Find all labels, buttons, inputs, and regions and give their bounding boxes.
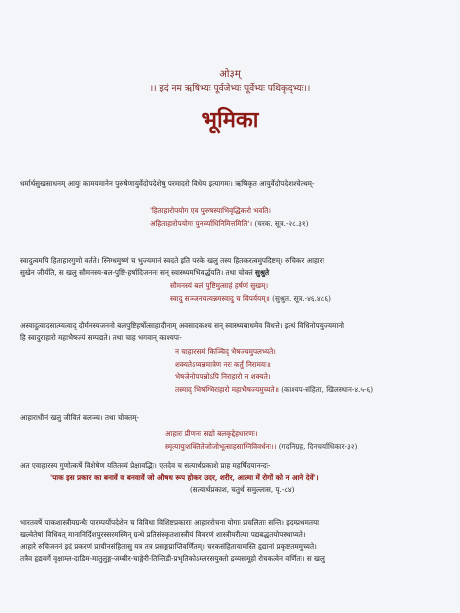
citation: (गदनिग्रह, दिनचर्याधिकार-३२): [278, 441, 358, 451]
om-symbol: ओ३म्: [219, 69, 241, 80]
invocation-line: ।। इदं नम ऋषिभ्यः पूर्वजेभ्यः पूर्वेभ्यः पथिकृद्भ्यः।।: [149, 84, 311, 94]
verse-line: आहारः प्रीणनः सद्यो बलकृद्देहधारणः।: [165, 429, 258, 438]
paragraph-2: [20, 255, 450, 279]
paragraph-line: आहाराधीनं खलु जीवितं बलञ्च। तथा चोक्तम्-: [20, 413, 139, 422]
citation: (चरक. सूत्र.-२८.३१): [254, 218, 309, 228]
citation: (सुश्रुत. सूत्र.-४६.४८६): [272, 293, 331, 303]
paragraph-5: [20, 460, 450, 496]
verse-line: स्वादु सञ्जनयत्यन्नमस्वादु च विपर्ययम्॥: [170, 293, 270, 303]
paragraph-line: तत्रैव हृद्यवर्गे वृक्षाम्ल-दाडिम-मातुलुङ्ग-जम्बीर-चाङ्गेरी-तिन्तिडी-प्रभृतिकोऽम्लरसयुक्तो द्रव्यसमूहो रोचकत्वेन वर्णितः। स खलु: [20, 554, 325, 563]
paragraph-line: खल्वेतेषां विधिवत् मानानिर्दिशपुरस्सरमस्मिन् ग्रन्थे प्रतिसंस्कृतशास्त्रीयं विवरणं शास्त्रीयरीत्या पद्यबद्धतयोपस्थाप्यते।: [20, 530, 306, 539]
verse-line: अहिताहारोपयोगः पुनर्व्याधिनिमित्तमिति'।: [150, 218, 253, 228]
verse-3: [175, 346, 373, 396]
paragraph-line: हि स्वादुराहारो महाभैषज्यं सम्पद्यते। तथा चाह भगवान् काश्यपः-: [20, 333, 182, 342]
verse-line: भेषजेनोपपन्नोऽपि निराहारो न शक्यते।: [175, 372, 271, 381]
verse-line: 'हिताहारोपयोग एव पुरुषस्याभिवृद्धिकरो भवति।: [150, 206, 272, 215]
paragraph-line: धर्मार्थसुखसाधनम् आयुः कामयमानेन पुरुषेणायुर्वेदोपदेशेषु परमादरो विधेय इत्यागमः। ऋषिकृत आयुर्वेदोपदेशश्चेत्थम्-: [20, 179, 315, 188]
hindi-quote: 'पाक इस प्रकार का बनावें व बनवावें जो औषध रूप होकर उदर, शरीर, आत्मा में रोगों को न आने देवें'।: [50, 473, 319, 482]
paragraph-6: [20, 517, 450, 565]
verse-line: शक्यतेऽप्यन्नमात्रेण नरः कर्तुं निरामयः॥: [175, 359, 271, 369]
paragraph-line: स्वादुत्वमपि हिताहारगुणो वर्तते। स्निग्धमुष्णं च भुज्यमानं स्वदते इति परके खलु तस्य हितकरत्वमुपदिष्टम्। रुचिकर आहारः: [20, 256, 325, 265]
paragraph-line: भारतवर्षे पाकशास्त्रीयग्रन्थैः पारम्पर्योपदेशेन च विविधा विशिष्टप्रकाराः आहाररोचना योगाः प्रचलिताः सन्ति। इदम्प्रथमतया: [20, 518, 320, 527]
paragraph-4: [20, 412, 450, 424]
verse-line: न चाहारसमं किञ्चिद् भैषज्यमुपलभ्यते।: [175, 347, 276, 356]
verse-line: स्मृत्यायुःशक्तितेजोजोभूत्साहसाग्निविवर्धनः।।: [165, 441, 277, 451]
page-title: भूमिका: [201, 107, 259, 133]
verse-2: [170, 280, 331, 305]
paragraph-3: [20, 320, 450, 344]
verse-line: सौमनस्यं बलं पुष्टिमुत्साहं हर्षणं सुखम्।: [170, 281, 269, 290]
paragraph-line: अस्वादुत्वादसात्म्यत्वाद् दौर्मनस्यजननो बलपुष्टिहर्षोत्साहादीनाम् अवसादकश्च सन् स्वास्थ्यबाधमेव विधत्ते। इत्थं विधिनोपयुज्यमानो: [20, 321, 345, 330]
verse-4: [165, 428, 357, 453]
citation: (काश्यप-संहिता, खिलस्थान-४.५-६): [281, 384, 374, 394]
verse-1: [150, 205, 308, 230]
verse-line: तस्माद् भिषग्भिराहारो महाभैषज्यमुच्यते॥: [175, 384, 279, 394]
paragraph-1: [20, 178, 450, 190]
paragraph-line: आहारे रुचिजननं इदं प्रकरणं प्राचीनसंहितासु यत्र तत्र प्रसङ्गप्राप्तिवर्णितम्। चरकसंहितायामस्ति हृद्यानां प्रकृष्टतममुच्यते।: [20, 542, 317, 551]
source-name: सुश्रुते: [255, 268, 270, 277]
citation: (सत्यार्थप्रकाश, चतुर्थ समुल्लास, पृ.-८४): [190, 485, 295, 494]
paragraph-line: सुखेन जीर्यति, स खलु सौमनस्य-बल-पुष्टि-हर्षादिजननः सन् स्वास्थ्यमभिवर्द्धयति। तथा चोक्तं: [20, 268, 255, 277]
paragraph-line: अत एवाहारस्य गुणोत्कर्षे विशेषेण यतितव्यं प्रेक्षावद्भिः। एतदेव च सत्यार्थप्रकाशे प्राह महर्षिदयानन्दः-: [20, 461, 271, 470]
